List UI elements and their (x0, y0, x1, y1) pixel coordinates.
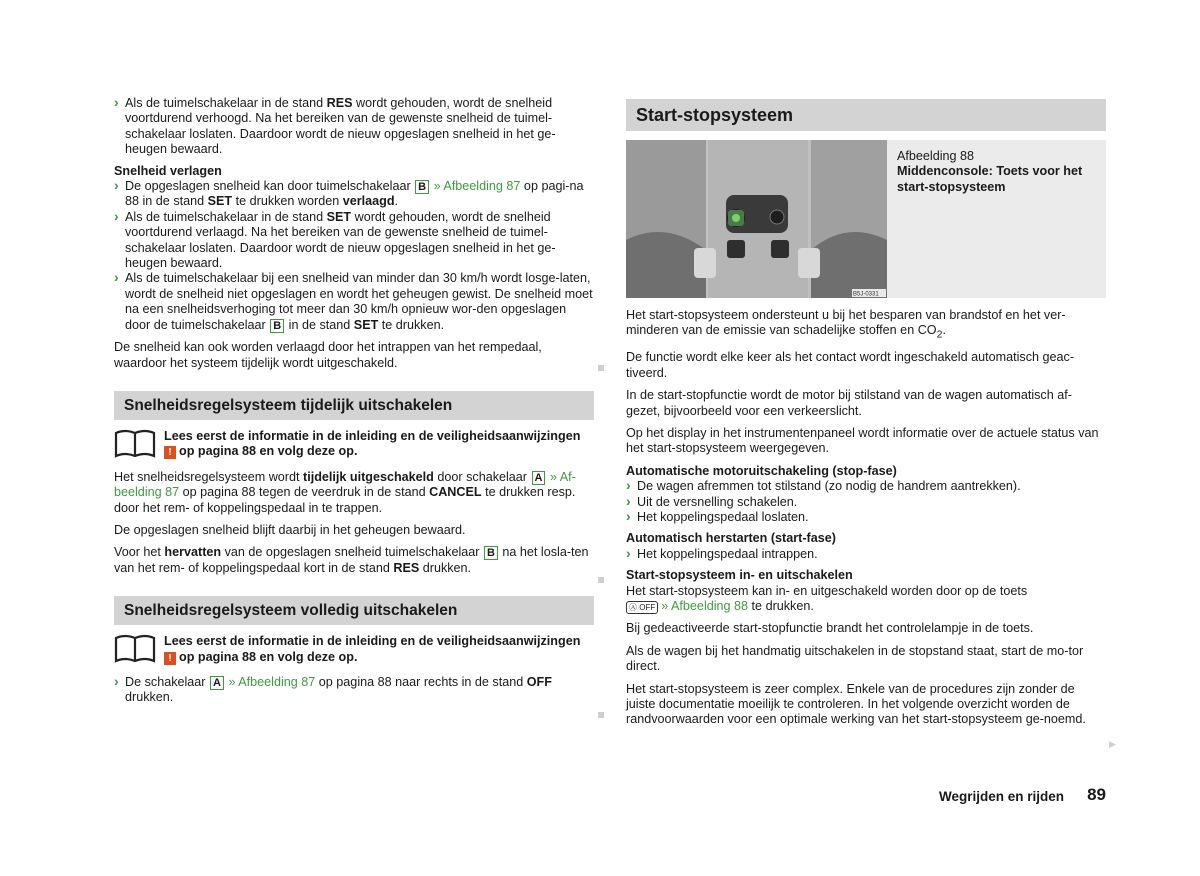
chapter-title: Start-stopsysteem (626, 99, 1106, 131)
text: verlaagd (342, 194, 395, 209)
continue-arrow-icon: ▶ (1109, 739, 1116, 749)
text: CANCEL (429, 485, 482, 500)
text: op pagina 88 en volg deze op. (179, 444, 358, 459)
center-console-image (626, 140, 887, 298)
list-item (114, 179, 594, 210)
paragraph: De opgeslagen snelheid blijft daarbij in het geheugen bewaard. (114, 522, 466, 537)
section-end-marker (598, 712, 604, 718)
list-item (114, 210, 594, 272)
text: . (394, 194, 399, 209)
text: na het losla-ten van het rem- of koppelingspedaal kort in de stand (114, 545, 589, 575)
list-item: › De wagen afremmen tot stilstand (zo nodig de handrem aantrekken). (626, 479, 1106, 494)
paragraph (626, 308, 1106, 343)
start-stop-button-icon: Ⓐ OFF (626, 601, 658, 614)
text: RES (326, 96, 353, 110)
text: Het start-stopsysteem ondersteunt u bij het besparen van brandstof en het ver-minderen van de emissie van schadelijke stoffen en CO (626, 308, 1066, 338)
footer-section-title: Wegrijden en rijden (938, 789, 1064, 804)
paragraph: Bij gedeactiveerde start-stopfunctie brandt het controlelampje in de toets. (626, 621, 1034, 636)
section-title: Snelheidsregelsysteem volledig uitschakelen (114, 596, 594, 625)
text: SET (207, 194, 233, 209)
text: SET (326, 209, 352, 224)
list-item: › Uit de versnelling schakelen. (626, 495, 1106, 510)
text: Lees eerst de informatie in de inleiding en de veiligheidsaanwijzingen (164, 634, 581, 649)
warning-line (164, 650, 580, 665)
text: op pagina 88 naar rechts in de stand (315, 674, 527, 689)
text: OFF (526, 674, 552, 689)
left-column (114, 96, 594, 706)
paragraph: In de start-stopfunctie wordt de motor bij stilstand van de wagen automatisch af-gezet, bijvoorbeeld voor een verkeerslicht. (626, 388, 1072, 418)
text: Voor het (114, 545, 165, 560)
text: wordt gehouden, wordt de snelheid voortdurend verhoogd. Na het bereiken van de gewenste snelheid de tuimel-schakelaar loslaten. Daardoor wordt de nieuw opgeslagen snelheid in het ge-heugen bewaard. (125, 96, 556, 157)
figure-caption (887, 140, 1106, 298)
book-icon (114, 429, 156, 459)
warning-text (164, 429, 580, 460)
text: wordt gehouden, wordt de snelheid voortdurend verlaagd. Na het bereiken van de gewenste snelheid de tuimel-schakelaar loslaten. Daardoor wordt de nieuw opgeslagen snelheid in het ge-heugen bewaard. (125, 209, 556, 271)
text: RES (393, 560, 420, 575)
text: op pagina 88 tegen de veerdruk in de stand (179, 485, 430, 500)
text: tijdelijk uitgeschakeld (303, 469, 434, 484)
paragraph (626, 584, 1106, 615)
list-item: › Het koppelingspedaal loslaten. (626, 510, 1106, 525)
subscript: 2 (936, 328, 943, 341)
paragraph (114, 470, 594, 516)
figure-title: Middenconsole: Toets voor het start-stopsysteem (897, 164, 1083, 194)
figure-code: B5J-0331 (853, 291, 879, 298)
right-column (626, 99, 1106, 735)
paragraph: Het start-stopsysteem is zeer complex. Enkele van de procedures zijn zonder de juiste documentatie moeilijk te controleren. In het volgende overzicht worden de randvoorwaarden voor een optimale werking van het start-stopsysteem ge-noemd. (626, 681, 1086, 727)
section-title: Snelheidsregelsysteem tijdelijk uitschakelen (114, 391, 594, 420)
text: te drukken worden (232, 194, 343, 209)
paragraph: De snelheid kan ook worden verlaagd door het intrappen van het rempedaal, waardoor het systeem tijdelijk wordt uitgeschakeld. (114, 340, 542, 370)
text: door schakelaar (433, 469, 531, 484)
text: Het snelheidsregelsysteem wordt (114, 469, 303, 484)
text: Als de tuimelschakelaar in de stand (125, 209, 327, 224)
text: drukken. (125, 690, 174, 705)
text: van de opgeslagen snelheid tuimelschakelaar (221, 545, 483, 560)
list-item (114, 271, 594, 333)
text: te drukken. (748, 599, 814, 614)
warning-note (114, 429, 594, 460)
text: . (942, 323, 946, 338)
text: De schakelaar (125, 674, 209, 689)
key-label: B (484, 546, 498, 560)
figure-number: Afbeelding 88 (897, 149, 975, 163)
text: Lees eerst de informatie in de inleiding en de veiligheidsaanwijzingen (164, 428, 581, 443)
text: SET (353, 317, 379, 332)
list-item: › Het koppelingspedaal intrappen. (626, 547, 1106, 562)
warning-icon: ! (164, 446, 176, 459)
paragraph: Als de wagen bij het handmatig uitschakelen in de stopstand staat, start de mo-tor direct. (626, 643, 1084, 674)
text: op pagina 88 en volg deze op. (179, 649, 358, 664)
book-icon (114, 634, 156, 664)
text: te drukken. (378, 317, 445, 332)
key-label: A (210, 676, 224, 690)
text: hervatten (164, 545, 222, 560)
text: drukken. (419, 560, 472, 575)
subheading: Automatisch herstarten (start-fase) (626, 531, 836, 546)
figure-link[interactable]: » Afbeelding 88 (661, 599, 749, 614)
text: De opgeslagen snelheid kan door tuimelschakelaar (125, 179, 415, 194)
text: in de stand (285, 317, 354, 332)
figure-link[interactable]: » Afbeelding 87 (224, 674, 316, 689)
text: Als de tuimelschakelaar bij een snelheid van minder dan 30 km/h wordt losge-laten, wordt de snelheid niet opgeslagen en wordt het geheugen gewist. De snelheid moet na een snelheidsverhoging tot meer dan 30 km/h opnieuw wor-den opgeslagen door de tuimelschakelaar (125, 271, 593, 332)
figure-link[interactable]: » Afbeelding 87 (430, 179, 521, 194)
warning-text (164, 634, 580, 665)
text: Als de tuimelschakelaar in de stand (125, 96, 327, 110)
text: te drukken resp. door het rem- of koppelingspedaal in te trappen. (114, 485, 576, 515)
warning-icon: ! (164, 652, 176, 665)
subheading: Snelheid verlagen (114, 163, 222, 178)
paragraph: De functie wordt elke keer als het contact wordt ingeschakeld automatisch geac-tiveerd. (626, 350, 1075, 380)
section-end-marker (598, 365, 604, 371)
page-number: 89 (1087, 785, 1106, 804)
list-item (114, 96, 594, 158)
paragraph (114, 545, 594, 576)
text: op pagi-na 88 in de stand (125, 179, 584, 209)
list-item (114, 675, 594, 706)
key-label: B (270, 319, 284, 333)
warning-line (164, 444, 580, 459)
paragraph: Op het display in het instrumentenpaneel wordt informatie over de actuele status van het start-stopsysteem weergegeven. (626, 425, 1099, 456)
subheading: Automatische motoruitschakeling (stop-fase) (626, 463, 897, 478)
subheading: Start-stopsysteem in- en uitschakelen (626, 568, 853, 583)
key-label: A (532, 471, 546, 485)
figure (626, 140, 1106, 298)
text: Het start-stopsysteem kan in- en uitgeschakeld worden door op de toets (626, 583, 1028, 598)
section-end-marker (598, 577, 604, 583)
figure-link[interactable]: » Af-beelding 87 (114, 469, 576, 500)
warning-note (114, 634, 594, 665)
key-label: B (415, 180, 429, 194)
